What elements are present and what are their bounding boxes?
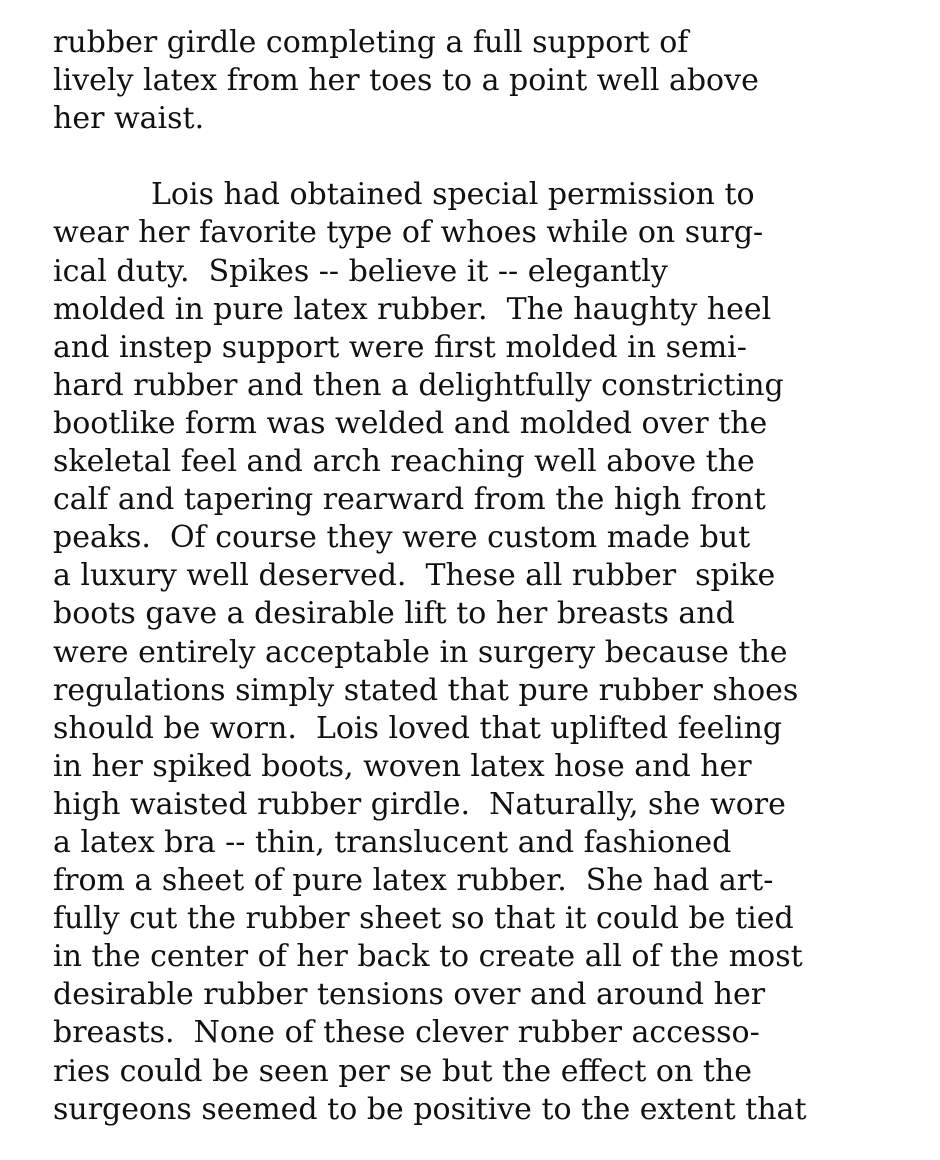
text-line: should be worn. Lois loved that uplifted feeling xyxy=(53,710,783,746)
text-line: a luxury well deserved. These all rubber spike xyxy=(53,558,776,594)
text-line: her waist. xyxy=(53,101,205,137)
text-line: surgeons seemed to be positive to the extent that xyxy=(53,1091,807,1127)
body-text xyxy=(53,24,913,1129)
text-line: wear her favorite type of whoes while on surg- xyxy=(53,215,764,251)
text-line: and instep support were first molded in semi- xyxy=(53,329,747,365)
text-line: calf and tapering rearward from the high front xyxy=(53,482,766,518)
text-line: regulations simply stated that pure rubber shoes xyxy=(53,672,799,708)
text-line: molded in pure latex rubber. The haughty heel xyxy=(53,291,772,327)
text-line: high waisted rubber girdle. Naturally, she wore xyxy=(53,786,786,822)
text-line: breasts. None of these clever rubber accesso- xyxy=(53,1015,760,1051)
text-line: rubber girdle completing a full support of xyxy=(53,25,689,60)
paragraph-break xyxy=(53,138,913,176)
text-line: hard rubber and then a delightfully constricting xyxy=(53,367,784,403)
text-line: in her spiked boots, woven latex hose and her xyxy=(53,748,752,784)
text-line: lively latex from her toes to a point well above xyxy=(53,63,759,99)
text-line: boots gave a desirable lift to her breasts and xyxy=(53,596,735,632)
text-line: from a sheet of pure latex rubber. She had art- xyxy=(53,863,774,899)
text-line: Lois had obtained special permission to xyxy=(151,177,755,213)
text-line: desirable rubber tensions over and around her xyxy=(53,977,766,1013)
text-line: fully cut the rubber sheet so that it could be tied xyxy=(53,901,794,937)
text-line: ries could be seen per se but the effect on the xyxy=(53,1053,752,1089)
text-line: a latex bra -- thin, translucent and fashioned xyxy=(53,824,732,860)
text-line: skeletal feel and arch reaching well above the xyxy=(53,444,755,480)
text-line: ical duty. Spikes -- believe it -- elegantly xyxy=(53,253,668,289)
text-line: in the center of her back to create all of the most xyxy=(53,939,803,975)
text-line: peaks. Of course they were custom made but xyxy=(53,520,751,556)
text-line: were entirely acceptable in surgery because the xyxy=(53,634,788,670)
text-line: bootlike form was welded and molded over the xyxy=(53,405,768,441)
